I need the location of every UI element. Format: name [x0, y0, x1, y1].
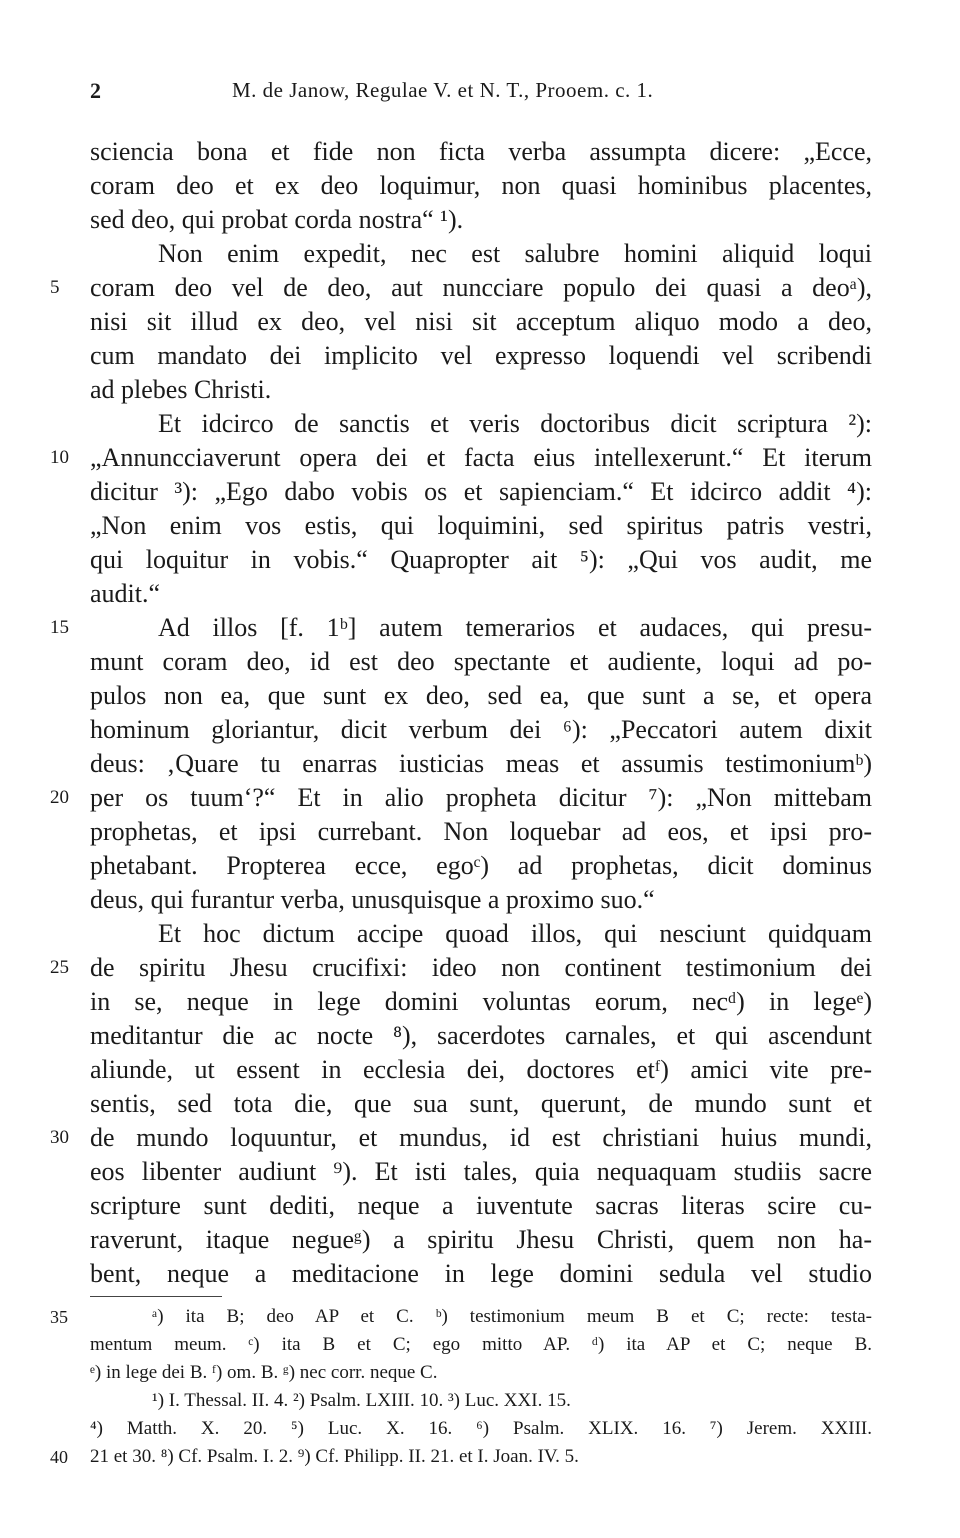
footnote-rule [90, 1296, 222, 1297]
footnote-line: ¹) I. Thessal. II. 4. ²) Psalm. LXIII. 10. ³) Luc. XXI. 15. [152, 1390, 571, 1411]
footnote-line: ᵉ) in lege dei B. ᶠ) om. B. ᵍ) nec corr. neque C. [90, 1362, 438, 1383]
line-number: 15 [50, 617, 69, 638]
body-line: de mundo loquuntur, et mundus, id est christiani huius mundi, [90, 1123, 872, 1152]
footnote-line: mentum meum. ᶜ) ita B et C; ego mitto AP. ᵈ) ita AP et C; neque B. [90, 1334, 872, 1355]
line-number: 20 [50, 787, 69, 808]
body-line: cum mandato dei implicito vel expresso loquendi vel scribendi [90, 341, 872, 370]
body-line: munt coram deo, id est deo spectante et audiente, loqui ad po- [90, 647, 872, 676]
body-line: hominum gloriantur, dicit verbum dei ⁶): „Peccatori autem dixit [90, 715, 872, 744]
body-line: sciencia bona et fide non ficta verba assumpta dicere: „Ecce, [90, 137, 872, 166]
line-number: 35 [50, 1307, 68, 1327]
body-line: de spiritu Jhesu crucifixi: ideo non continent testimonium dei [90, 953, 872, 982]
body-line: prophetas, et ipsi currebant. Non loquebar ad eos, et ipsi pro- [90, 817, 872, 846]
footnote-line: ⁴) Matth. X. 20. ⁵) Luc. X. 16. ⁶) Psalm. XLIX. 16. ⁷) Jerem. XXIII. [90, 1418, 872, 1439]
body-line: pulos non ea, que sunt ex deo, sed ea, que sunt a se, et opera [90, 681, 872, 710]
footnote-line: 21 et 30. ⁸) Cf. Psalm. I. 2. ⁹) Cf. Philipp. II. 21. et I. Joan. IV. 5. [90, 1446, 579, 1467]
body-line: ad plebes Christi. [90, 375, 272, 404]
body-line: qui loquitur in vobis.“ Quapropter ait ⁵): „Qui vos audit, me [90, 545, 872, 574]
footnote-line: ᵃ) ita B; deo AP et C. ᵇ) testimonium meum B et C; recte: testa- [152, 1306, 872, 1327]
body-line: per os tuum‘?“ Et in alio propheta dicitur ⁷): „Non mittebam [90, 783, 872, 812]
page-number: 2 [90, 78, 101, 103]
body-line: phetabant. Propterea ecce, egoᶜ) ad prophetas, dicit dominus [90, 851, 872, 880]
body-line: scripture sunt dediti, neque a iuventute sacras literas scire cu- [90, 1191, 872, 1220]
body-line: „Annuncciaverunt opera dei et facta eius intellexerunt.“ Et iterum [90, 443, 872, 472]
body-line: audit.“ [90, 579, 161, 608]
body-line: Ad illos [f. 1ᵇ] autem temerarios et audaces, qui presu- [158, 613, 872, 642]
body-line: meditantur die ac nocte ⁸), sacerdotes carnales, et qui ascendunt [90, 1021, 872, 1050]
body-line: Et idcirco de sanctis et veris doctoribus dicit scriptura ²): [158, 409, 872, 438]
body-line: sed deo, qui probat corda nostra“ ¹). [90, 205, 464, 234]
body-line: dicitur ³): „Ego dabo vobis os et sapienciam.“ Et idcirco addit ⁴): [90, 477, 872, 506]
body-line: deus, qui furantur verba, unusquisque a proximo suo.“ [90, 885, 655, 914]
body-line: coram deo et ex deo loquimur, non quasi hominibus placentes, [90, 171, 872, 200]
running-title: M. de Janow, Regulae V. et N. T., Prooem. c. 1. [232, 78, 654, 102]
line-number: 10 [50, 447, 69, 468]
line-number: 25 [50, 957, 69, 978]
body-line: Et hoc dictum accipe quoad illos, qui nesciunt quidquam [158, 919, 872, 948]
line-number: 40 [50, 1447, 68, 1467]
body-line: nisi sit illud ex deo, vel nisi sit acceptum aliquo modo a deo, [90, 307, 872, 336]
line-number: 5 [50, 277, 60, 298]
body-line: eos libenter audiunt ⁹). Et isti tales, quia nequaquam studiis sacre [90, 1157, 872, 1186]
body-line: raverunt, itaque negueᵍ) a spiritu Jhesu Christi, quem non ha- [90, 1225, 872, 1254]
body-line: aliunde, ut essent in ecclesia dei, doctores etᶠ) amici vite pre- [90, 1055, 872, 1084]
body-line: sentis, sed tota die, que sua sunt, querunt, de mundo sunt et [90, 1089, 872, 1118]
body-line: Non enim expedit, nec est salubre homini aliquid loqui [158, 239, 872, 268]
body-line: deus: ‚Quare tu enarras iusticias meas et assumis testimoniumᵇ) [90, 749, 872, 778]
body-line: in se, neque in lege domini voluntas eorum, necᵈ) in legeᵉ) [90, 987, 872, 1016]
body-line: „Non enim vos estis, qui loquimini, sed spiritus patris vestri, [90, 511, 872, 540]
body-line: coram deo vel de deo, aut nuncciare populo dei quasi a deoᵃ), [90, 273, 872, 302]
body-line: bent, neque a meditacione in lege domini sedula vel studio [90, 1259, 872, 1288]
line-number: 30 [50, 1127, 69, 1148]
